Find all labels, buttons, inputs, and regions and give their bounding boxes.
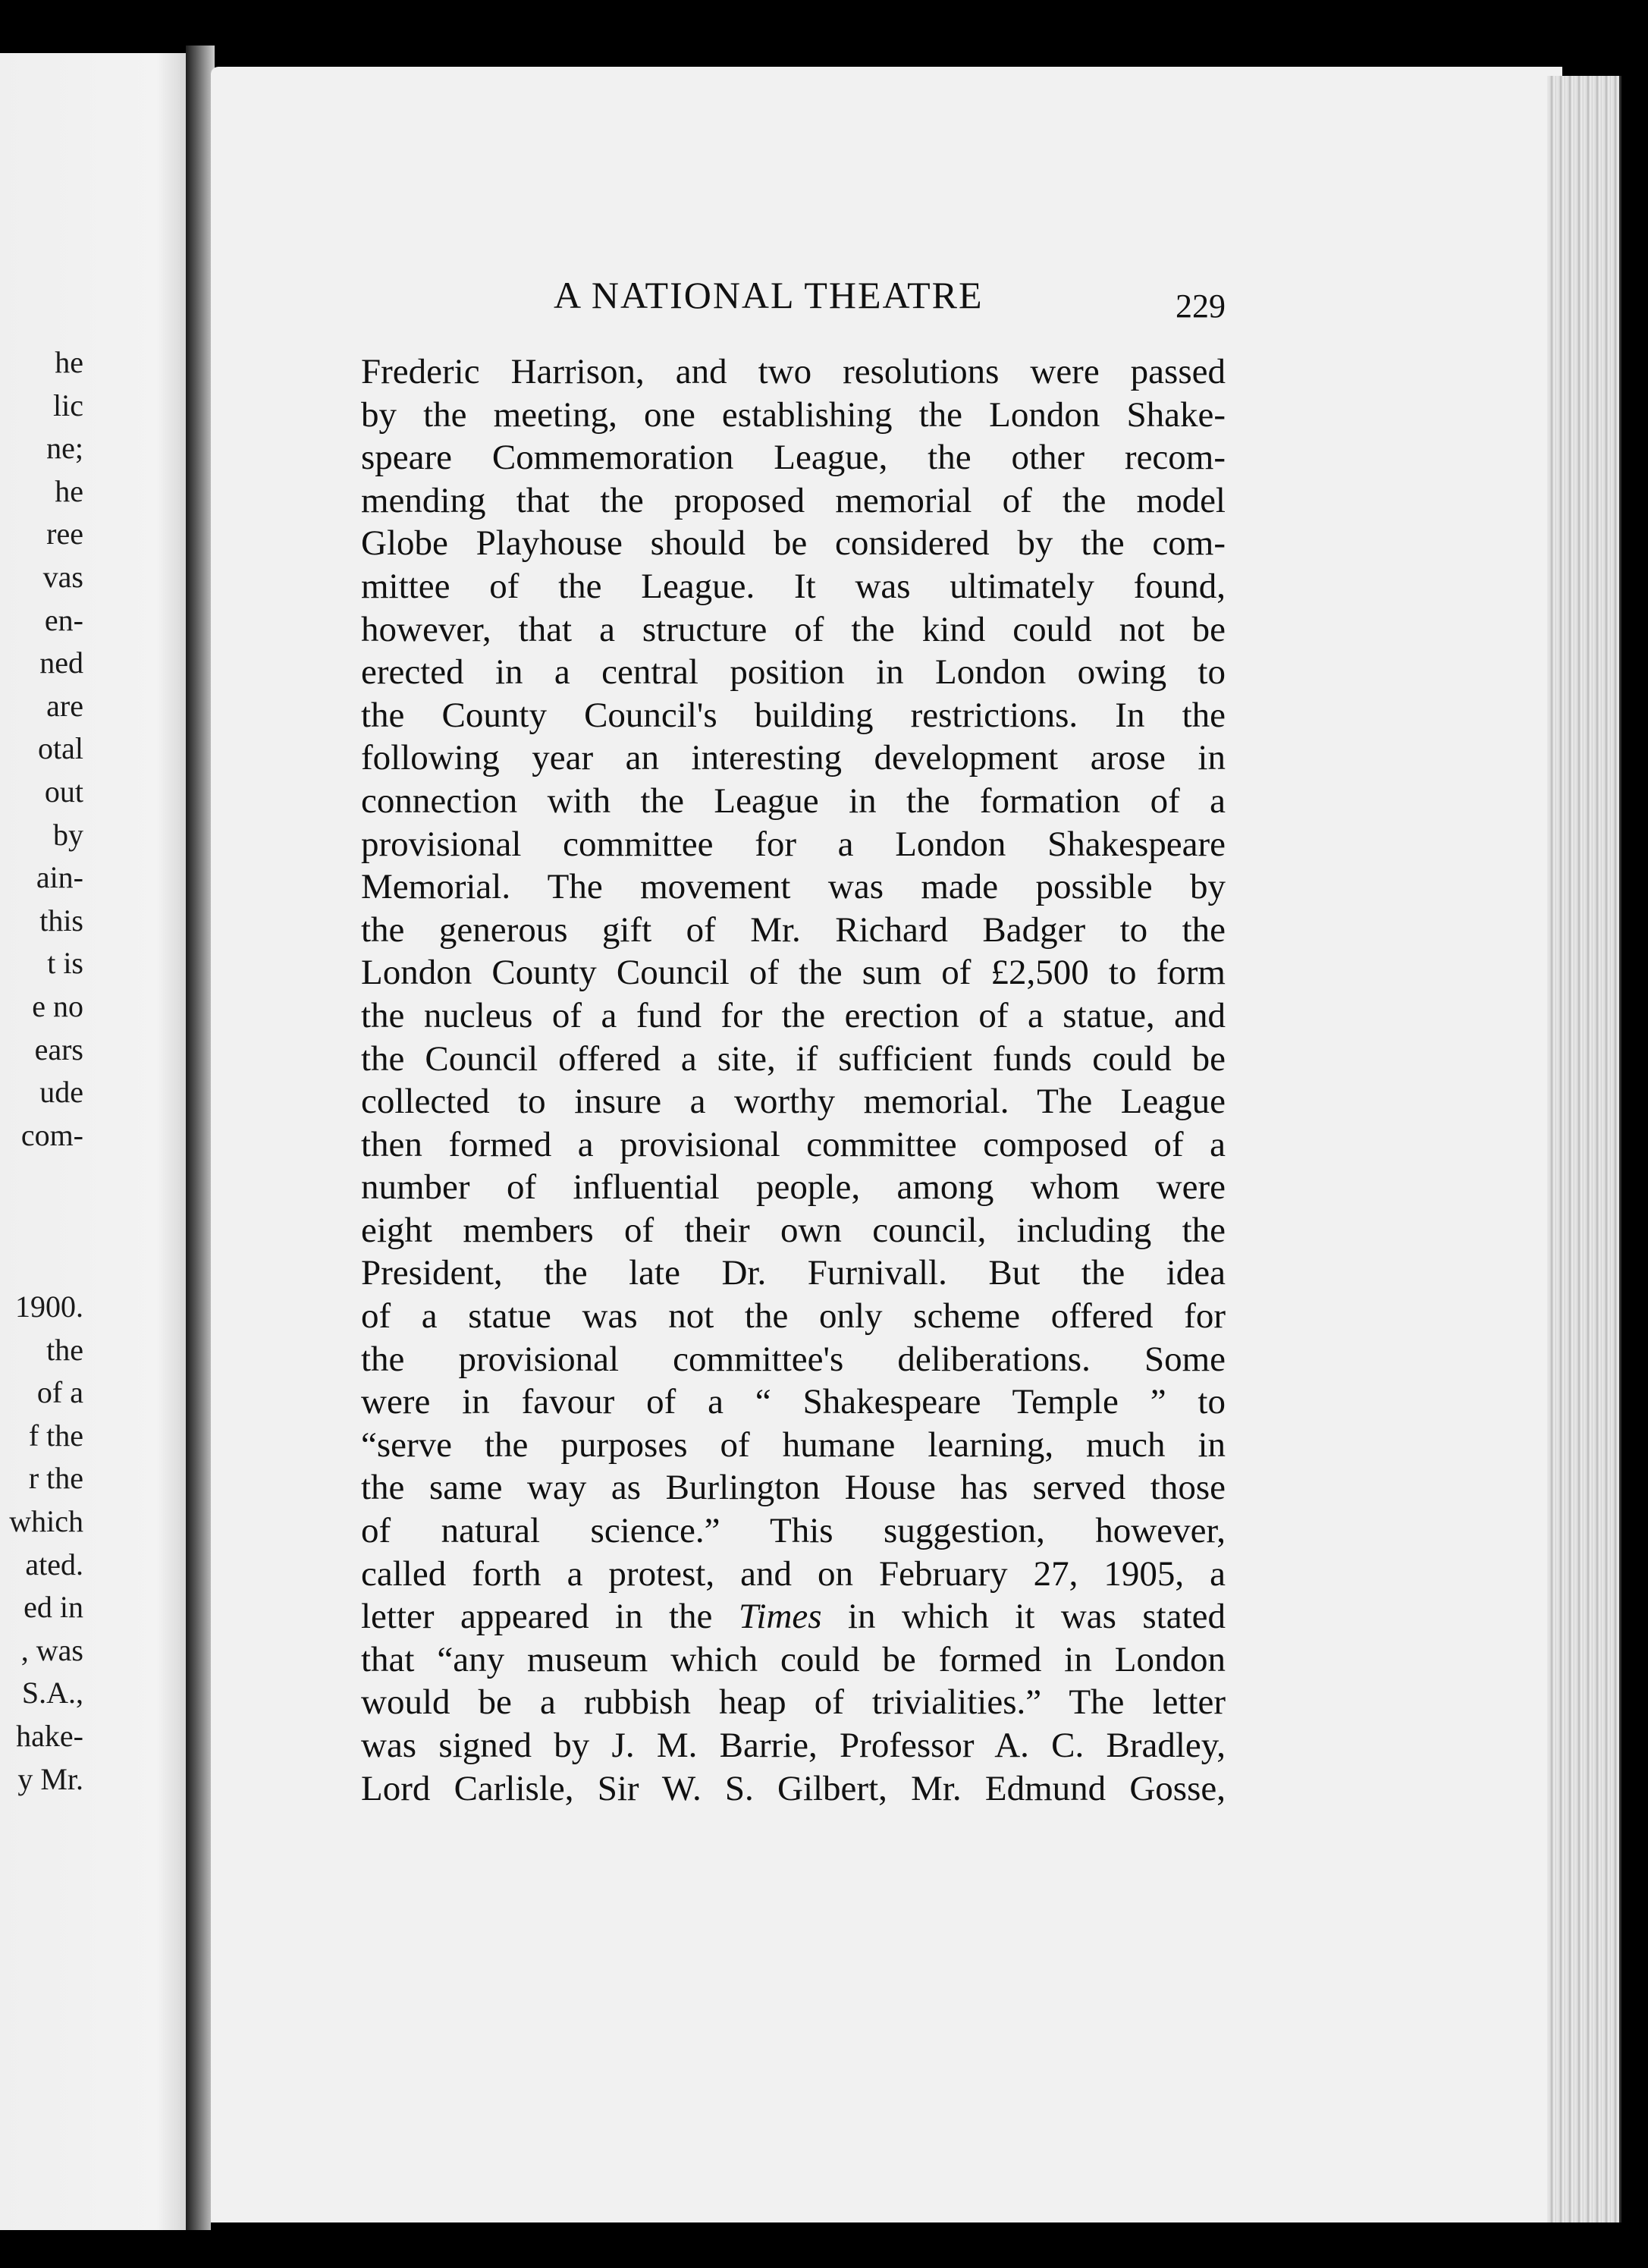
- text-line: Frederic Harrison, and two resolutions were passed: [361, 352, 1226, 391]
- facing-page-line: r the: [28, 1461, 83, 1496]
- text-line: was signed by J. M. Barrie, Professor A. C. Bradley,: [361, 1726, 1226, 1765]
- facing-page-line: ed in: [24, 1590, 83, 1625]
- text-line: would be a rubbish heap of trivialities.” The letter: [361, 1682, 1226, 1723]
- facing-page-line: ree: [46, 517, 83, 551]
- text-line: were in favour of a “ Shakespeare Temple ” to: [361, 1382, 1226, 1422]
- text-line: the Council offered a site, if sufficient funds could be: [361, 1038, 1226, 1079]
- text-line: number of influential people, among whom were: [361, 1167, 1226, 1208]
- facing-page-line: this: [39, 903, 83, 938]
- body-text: [361, 350, 1226, 1810]
- text-line: speare Commemoration League, the other recom-: [361, 438, 1226, 478]
- facing-page-line: [0, 1157, 83, 1200]
- text-segment: in which it was stated: [821, 1597, 1226, 1637]
- facing-page-line: , was: [20, 1632, 83, 1667]
- facing-page-line: ude: [39, 1075, 83, 1110]
- facing-page-line: which: [9, 1504, 83, 1539]
- facing-page: [0, 53, 196, 2230]
- facing-page-line: by: [53, 817, 83, 852]
- text-line: [361, 1595, 1226, 1638]
- facing-page-line: ned: [39, 646, 83, 680]
- facing-page-line: he: [55, 345, 83, 379]
- facing-page-line: t is: [47, 946, 83, 981]
- facing-page-line: en-: [44, 602, 83, 637]
- facing-page-line: otal: [38, 731, 83, 766]
- facing-page-line: vas: [42, 559, 83, 594]
- page-edges: [1547, 76, 1621, 2222]
- facing-page-line: [0, 1242, 83, 1286]
- text-line: by the meeting, one establishing the London Shake-: [361, 394, 1226, 435]
- text-line: London County Council of the sum of £2,500 to form: [361, 953, 1226, 993]
- text-line: of natural science.” This suggestion, however,: [361, 1511, 1226, 1551]
- facing-page-line: e no: [32, 988, 83, 1023]
- facing-page-line: ain-: [36, 860, 83, 895]
- text-line: the generous gift of Mr. Richard Badger to the: [361, 909, 1226, 950]
- text-line: mending that the proposed memorial of the model: [361, 480, 1226, 520]
- facing-page-line: com-: [20, 1117, 83, 1152]
- text-line: that “any museum which could be formed in London: [361, 1639, 1226, 1679]
- text-line: erected in a central position in London owing to: [361, 652, 1226, 693]
- text-line: Memorial. The movement was made possible by: [361, 867, 1226, 907]
- facing-page-line: y Mr.: [17, 1761, 83, 1796]
- facing-page-line: he: [55, 473, 83, 508]
- bottom-shadow: [211, 2222, 1621, 2268]
- facing-page-line: ated.: [25, 1547, 83, 1582]
- facing-page-line: [0, 1200, 83, 1243]
- text-segment: letter appeared in the: [361, 1597, 739, 1637]
- text-line: connection with the League in the formation of a: [361, 781, 1226, 821]
- facing-page-line: of a: [36, 1375, 83, 1410]
- page-number: 229: [1176, 287, 1226, 325]
- text-line: mittee of the League. It was ultimately found,: [361, 566, 1226, 606]
- text-line: the nucleus of a fund for the erection of a statue, and: [361, 995, 1226, 1035]
- text-line: Lord Carlisle, Sir W. S. Gilbert, Mr. Edmund Gosse,: [361, 1768, 1226, 1808]
- text-line: Globe Playhouse should be considered by the com-: [361, 523, 1226, 564]
- facing-page-line: hake-: [16, 1719, 83, 1753]
- facing-page-line: out: [44, 774, 83, 809]
- facing-page-line: 1900.: [15, 1289, 83, 1324]
- facing-page-line: the: [46, 1332, 83, 1367]
- text-line: the same way as Burlington House has served those: [361, 1468, 1226, 1508]
- facing-page-line: f the: [28, 1418, 83, 1453]
- text-line: however, that a structure of the kind could not be: [361, 609, 1226, 649]
- text-line: following year an interesting development arose in: [361, 738, 1226, 778]
- text-line: the provisional committee's deliberations. Some: [361, 1339, 1226, 1379]
- text-line: the County Council's building restrictions. In the: [361, 695, 1226, 735]
- text-line: called forth a protest, and on February 27, 1905, a: [361, 1553, 1226, 1594]
- text-line: President, the late Dr. Furnivall. But the idea: [361, 1253, 1226, 1293]
- text-line: collected to insure a worthy memorial. The League: [361, 1082, 1226, 1122]
- facing-page-line: ears: [34, 1032, 83, 1066]
- text-line: provisional committee for a London Shakespeare: [361, 824, 1226, 864]
- facing-page-line: lic: [53, 388, 83, 423]
- running-title: A NATIONAL THEATRE: [554, 274, 984, 316]
- facing-page-line: are: [46, 688, 83, 723]
- italic-title: Times: [738, 1597, 822, 1637]
- text-line: eight members of their own council, including the: [361, 1210, 1226, 1250]
- text-line: of a statue was not the only scheme offered for: [361, 1296, 1226, 1337]
- text-line: then formed a provisional committee composed of a: [361, 1124, 1226, 1164]
- facing-page-line: ne;: [46, 431, 83, 466]
- text-line: “serve the purposes of humane learning, much in: [361, 1425, 1226, 1465]
- facing-page-text: [0, 341, 83, 1801]
- facing-page-line: S.A.,: [21, 1676, 83, 1710]
